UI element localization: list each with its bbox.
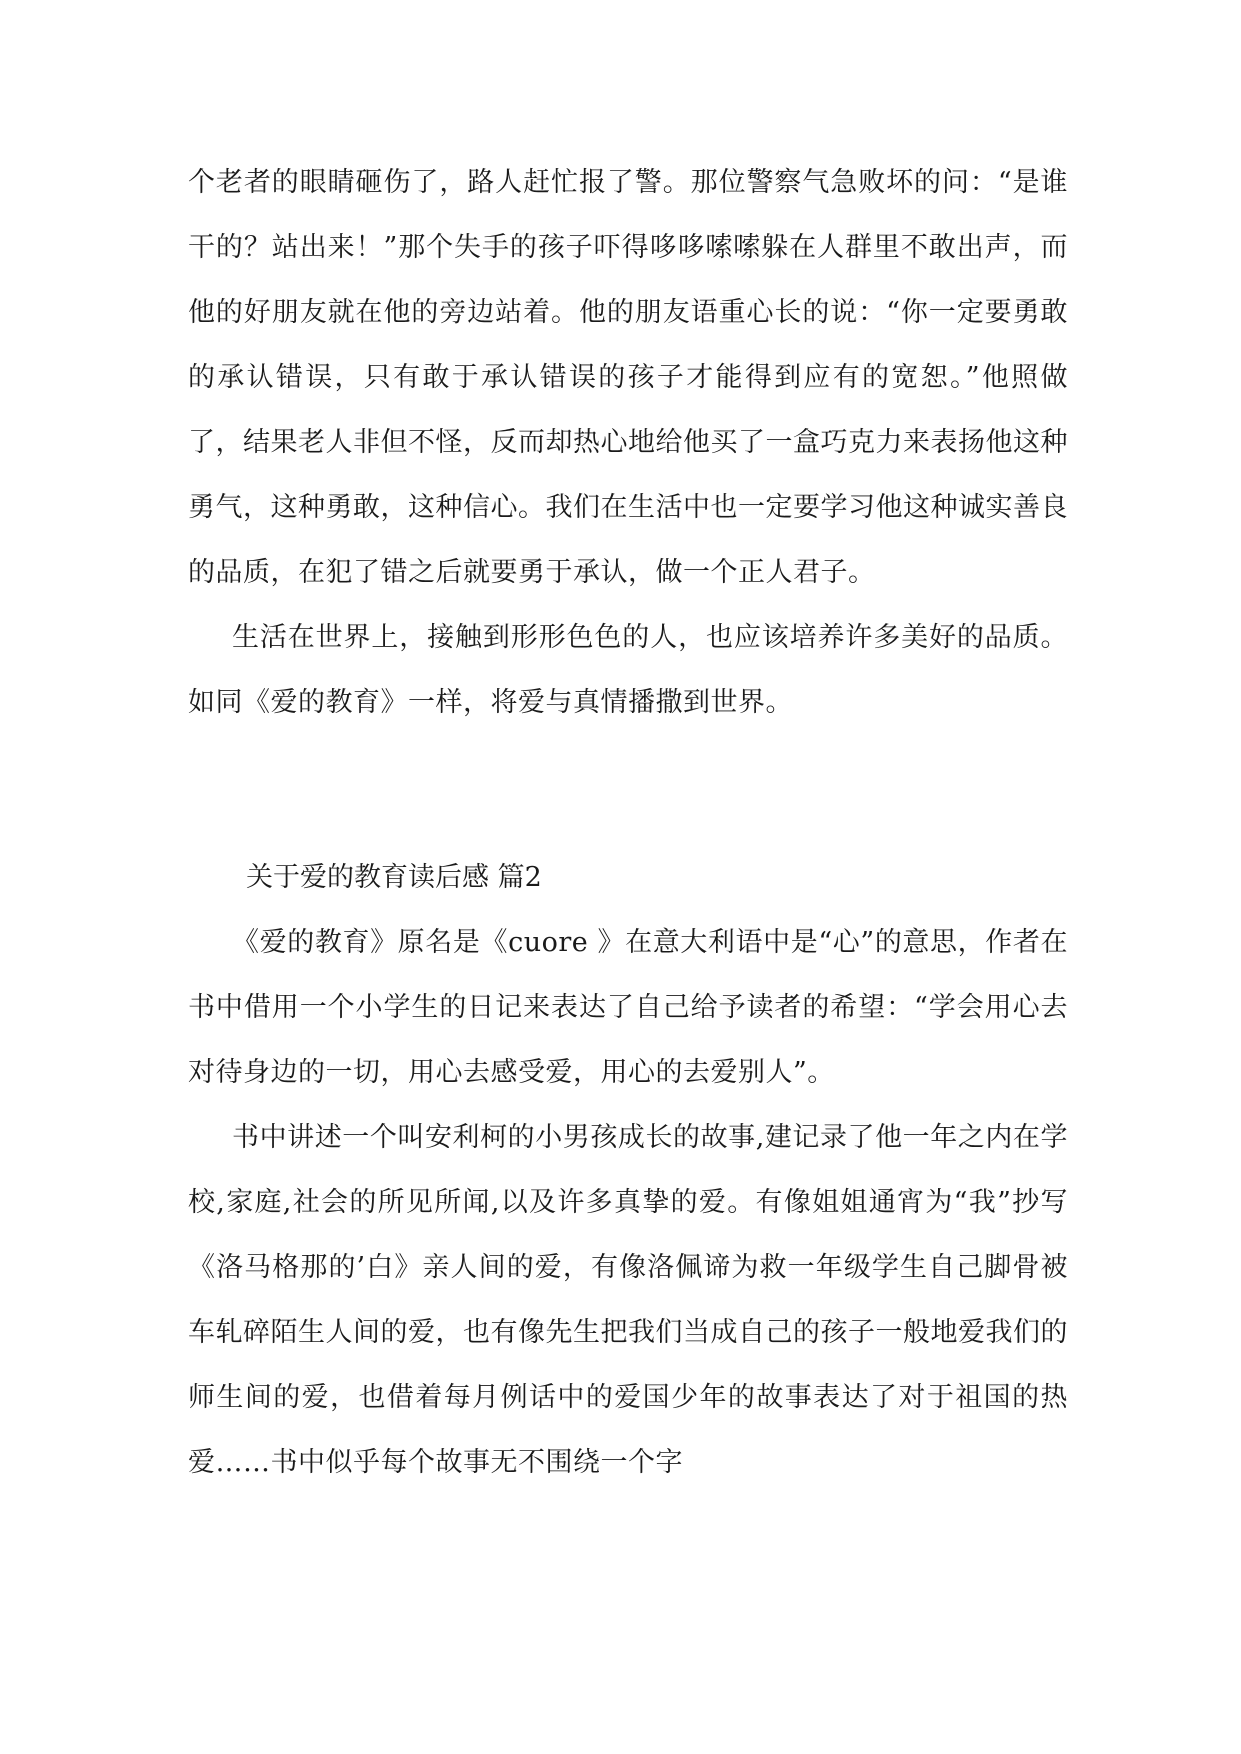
section-heading <box>188 845 1068 910</box>
paragraph-conclusion: 生活在世界上，接触到形形色色的人，也应该培养许多美好的品质。如同《爱的教育》一样，将爱与真情播撒到世界。 <box>188 622 1068 718</box>
section-spacer <box>188 735 1068 845</box>
section-part-label: 篇2 <box>497 862 542 893</box>
section-title: 关于爱的教育读后感 <box>246 862 489 893</box>
paragraph-intro: 《爱的教育》原名是《cuore 》在意大利语中是“心”的意思，作者在书中借用一个小学生的日记来表达了自己给予读者的希望：“学会用心去对待身边的一切，用心去感受爱，用心的去爱别人”。 <box>188 927 1068 1088</box>
paragraph-continuation: 个老者的眼睛砸伤了，路人赶忙报了警。那位警察气急败坏的问：“是谁干的？站出来！”那个失手的孩子吓得哆哆嗦嗦躲在人群里不敢出声，而他的好朋友就在他的旁边站着。他的朋友语重心长的说：“你一定要勇敢的承认错误，只有敢于承认错误的孩子才能得到应有的宽恕。”他照做了，结果老人非但不怪，反而却热心地给他买了一盒巧克力来表扬他这种勇气，这种勇敢，这种信心。我们在生活中也一定要学习他这种诚实善良的品质，在犯了错之后就要勇于承认，做一个正人君子。 <box>188 167 1068 588</box>
document-page <box>188 150 1068 1495</box>
paragraph-body: 书中讲述一个叫安利柯的小男孩成长的故事,建记录了他一年之内在学校,家庭,社会的所见所闻,以及许多真挚的爱。有像姐姐通宵为“我”抄写《洛马格那的’白》亲人间的爱，有像洛佩谛为救一年级学生自己脚骨被车轧碎陌生人间的爱，也有像先生把我们当成自己的孩子一般地爱我们的师生间的爱，也借着每月例话中的爱国少年的故事表达了对于祖国的热爱……书中似乎每个故事无不围绕一个字 <box>188 1122 1068 1478</box>
